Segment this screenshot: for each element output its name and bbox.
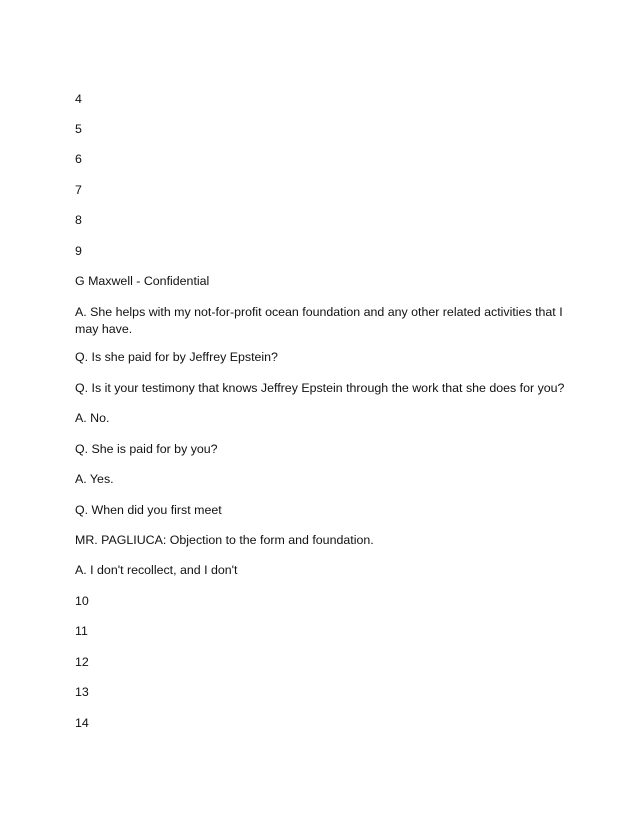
question-first-meet: Q. When did you first meet	[75, 503, 222, 517]
question-paid-by-epstein: Q. Is she paid for by Jeffrey Epstein?	[75, 350, 278, 364]
line-number-9: 9	[75, 244, 82, 258]
answer-yes: A. Yes.	[75, 472, 114, 486]
objection-statement: MR. PAGLIUCA: Objection to the form and foundation.	[75, 533, 374, 547]
line-number-8: 8	[75, 213, 82, 227]
question-paid-by-you: Q. She is paid for by you?	[75, 442, 218, 456]
line-number-5: 5	[75, 122, 82, 136]
line-number-10: 10	[75, 594, 89, 608]
line-number-7: 7	[75, 183, 82, 197]
confidential-header: G Maxwell - Confidential	[75, 274, 210, 288]
line-number-6: 6	[75, 152, 82, 166]
line-number-11: 11	[75, 624, 88, 638]
line-number-12: 12	[75, 655, 89, 669]
line-number-13: 13	[75, 685, 89, 699]
line-number-4: 4	[75, 92, 82, 106]
line-number-14: 14	[75, 716, 89, 730]
answer-no: A. No.	[75, 411, 110, 425]
question-testimony: Q. Is it your testimony that knows Jeffrey Epstein through the work that she does for you?	[75, 381, 565, 395]
answer-foundation: A. She helps with my not-for-profit ocean foundation and any other related activities that I may have.	[75, 305, 563, 336]
answer-dont-recollect: A. I don't recollect, and I don't	[75, 563, 238, 577]
